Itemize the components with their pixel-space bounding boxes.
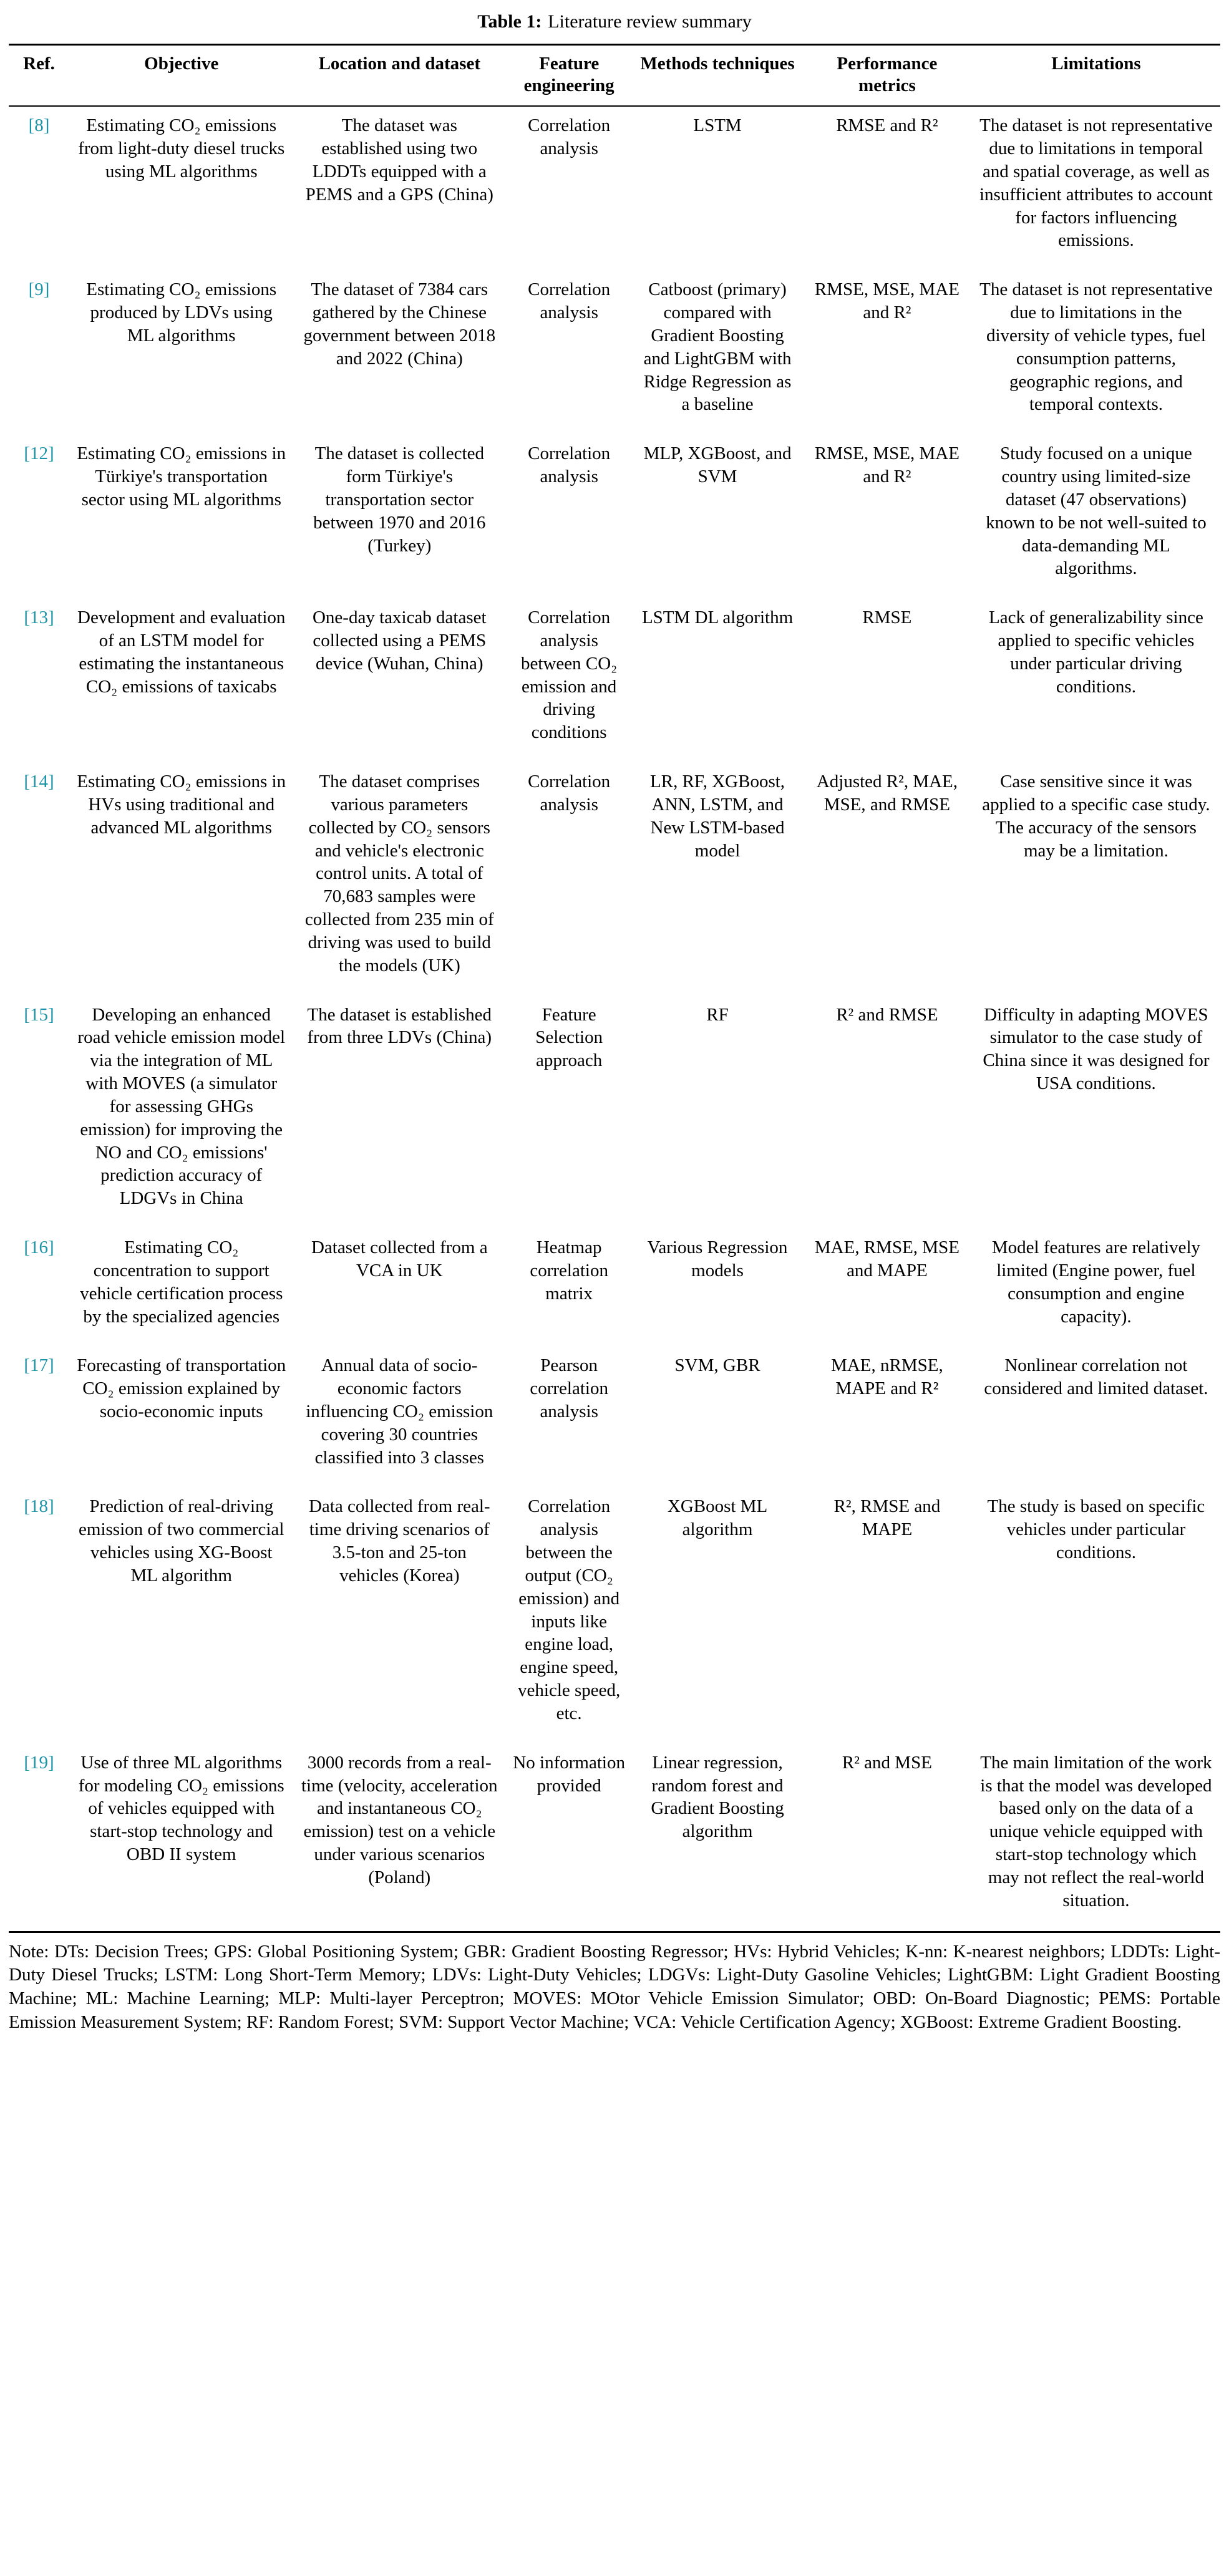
performance-metrics-cell: R² and RMSE <box>836 1004 938 1025</box>
methods-techniques-cell: MLP, XGBoost, and SVM <box>643 443 792 487</box>
objective-cell: Estimating CO₂ concentration to support vehicle certification process by the specialized agencies <box>80 1237 283 1327</box>
table-row <box>9 271 1220 435</box>
ref-citation-link[interactable]: [16] <box>24 1237 54 1258</box>
location-dataset-cell: The dataset comprises various parameters collected by CO₂ sensors and vehicle's electronic control units. A total of 70,683 samples were collected from 235 min of driving was used to build the models (UK) <box>304 772 494 976</box>
ref-citation-link[interactable]: [15] <box>24 1004 54 1025</box>
ref-citation-link[interactable]: [12] <box>24 443 54 464</box>
methods-techniques-cell: Linear regression, random forest and Gradient Boosting algorithm <box>651 1752 784 1842</box>
col-header-performance-metrics: Performance metrics <box>802 44 972 106</box>
col-header-methods: Methods techniques <box>633 44 802 106</box>
methods-techniques-cell: LSTM <box>693 115 742 136</box>
table-label: Table 1: <box>477 11 542 32</box>
limitations-cell: The dataset is not representative due to limitations in temporal and spatial coverage, as well as insufficient attributes to account for factors influencing emissions. <box>979 115 1213 251</box>
limitations-cell: The dataset is not representative due to limitations in the diversity of vehicle types, fuel consumption patterns, geographic regions, and temporal contexts. <box>979 279 1213 415</box>
feature-engineering-cell: Correlation analysis <box>528 772 611 815</box>
feature-engineering-cell: No information provided <box>513 1752 625 1796</box>
location-dataset-cell: 3000 records from a real-time (velocity, acceleration and instantaneous CO₂ emission) test on a vehicle under various scenarios (Poland) <box>301 1752 498 1887</box>
limitations-cell: The main limitation of the work is that the model was developed based only on the data of a unique vehicle equipped with start-stop technology which may not reflect the real-world situation. <box>980 1752 1212 1910</box>
limitations-cell: Case sensitive since it was applied to a specific case study. The accuracy of the sensors may be a limitation. <box>982 772 1210 861</box>
table-row <box>9 1347 1220 1488</box>
table-row <box>9 996 1220 1229</box>
location-dataset-cell: One-day taxicab dataset collected using a PEMS device (Wuhan, China) <box>312 608 487 674</box>
objective-cell: Prediction of real-driving emission of two commercial vehicles using XG-Boost ML algorithm <box>79 1496 284 1586</box>
methods-techniques-cell: SVM, GBR <box>674 1355 760 1376</box>
objective-cell: Estimating CO₂ emissions from light-duty diesel trucks using ML algorithms <box>78 115 285 182</box>
feature-engineering-cell: Correlation analysis between the output (CO₂ emission) and inputs like engine load, engine speed, vehicle speed, etc. <box>518 1496 621 1723</box>
location-dataset-cell: Data collected from real-time driving scenarios of 3.5-ton and 25-ton vehicles (Korea) <box>308 1496 490 1586</box>
location-dataset-cell: The dataset is collected form Türkiye's transportation sector between 1970 and 2016 (Turkey) <box>313 443 486 556</box>
limitations-cell: Lack of generalizability since applied to specific vehicles under particular driving conditions. <box>989 608 1203 697</box>
location-dataset-cell: The dataset is established from three LDVs (China) <box>307 1004 492 1048</box>
ref-citation-link[interactable]: [17] <box>24 1355 54 1376</box>
feature-engineering-cell: Pearson correlation analysis <box>530 1355 608 1421</box>
col-header-ref: Ref. <box>9 44 69 106</box>
location-dataset-cell: The dataset of 7384 cars gathered by the Chinese government between 2018 and 2022 (China) <box>303 279 496 369</box>
table-row <box>9 1488 1220 1743</box>
objective-cell: Forecasting of transportation CO₂ emission explained by socio-economic inputs <box>77 1355 286 1421</box>
table-body <box>9 106 1220 1932</box>
performance-metrics-cell: RMSE <box>862 608 912 628</box>
feature-engineering-cell: Correlation analysis <box>528 443 611 487</box>
literature-review-table <box>9 44 1220 1933</box>
methods-techniques-cell: Catboost (primary) compared with Gradient Boosting and LightGBM with Ridge Regression as a baseline <box>643 279 792 415</box>
ref-citation-link[interactable]: [14] <box>24 772 54 792</box>
col-header-limitations: Limitations <box>972 44 1220 106</box>
objective-cell: Estimating CO₂ emissions in HVs using traditional and advanced ML algorithms <box>77 772 286 838</box>
table-caption: Literature review summary <box>548 11 752 32</box>
location-dataset-cell: The dataset was established using two LDDTs equipped with a PEMS and a GPS (China) <box>305 115 493 205</box>
table-row <box>9 1744 1220 1932</box>
methods-techniques-cell: Various Regression models <box>647 1237 788 1281</box>
objective-cell: Development and evaluation of an LSTM model for estimating the instantaneous CO₂ emissions of taxicabs <box>77 608 286 697</box>
table-title <box>9 7 1220 44</box>
methods-techniques-cell: LSTM DL algorithm <box>641 608 794 628</box>
header-row <box>9 44 1220 106</box>
feature-engineering-cell: Correlation analysis between CO₂ emission and driving conditions <box>521 608 618 743</box>
objective-cell: Estimating CO₂ emissions in Türkiye's transportation sector using ML algorithms <box>77 443 286 510</box>
location-dataset-cell: Dataset collected from a VCA in UK <box>311 1237 488 1281</box>
table-row <box>9 435 1220 599</box>
performance-metrics-cell: MAE, nRMSE, MAPE and R² <box>831 1355 943 1399</box>
feature-engineering-cell: Correlation analysis <box>528 279 611 323</box>
limitations-cell: Nonlinear correlation not considered and limited dataset. <box>984 1355 1208 1399</box>
table-row <box>9 763 1220 995</box>
limitations-cell: The study is based on specific vehicles under particular conditions. <box>987 1496 1205 1563</box>
ref-citation-link[interactable]: [13] <box>24 608 54 628</box>
table-note: Note: DTs: Decision Trees; GPS: Global Positioning System; GBR: Gradient Boosting Regressor; HVs: Hybrid Vehicles; K-nn: K-nearest neighbors; LDDTs: Light-Duty Diesel Trucks; LSTM: Long Short-Term Memory; LDVs: Light-Duty Vehicles; LDGVs: Light-Duty Gasoline Vehicles; LightGBM: Light Gradient Boosting Machine; ML: Machine Learning; MLP: Multi-layer Perceptron; MOVES: MOtor Vehicle Emission Simulator; OBD: On-Board Diagnostic; PEMS: Portable Emission Measurement System; RF: Random Forest; SVM: Support Vector Machine; VCA: Vehicle Certification Agency; XGBoost: Extreme Gradient Boosting. <box>9 1941 1220 2032</box>
table-row <box>9 1229 1220 1347</box>
col-header-location: Location and dataset <box>293 44 505 106</box>
ref-citation-link[interactable]: [9] <box>28 279 50 300</box>
performance-metrics-cell: R², RMSE and MAPE <box>833 1496 941 1540</box>
table-row <box>9 599 1220 763</box>
col-header-objective: Objective <box>69 44 293 106</box>
performance-metrics-cell: MAE, RMSE, MSE and MAPE <box>814 1237 959 1281</box>
feature-engineering-cell: Correlation analysis <box>528 115 611 159</box>
ref-citation-link[interactable]: [18] <box>24 1496 54 1517</box>
ref-citation-link[interactable]: [8] <box>28 115 50 136</box>
methods-techniques-cell: RF <box>706 1004 729 1025</box>
limitations-cell: Model features are relatively limited (Engine power, fuel consumption and engine capacity). <box>991 1237 1200 1327</box>
table-row <box>9 106 1220 271</box>
limitations-cell: Study focused on a unique country using limited-size dataset (47 observations) known to be not well-suited to data-demanding ML algorithms. <box>986 443 1207 579</box>
feature-engineering-cell: Feature Selection approach <box>535 1004 603 1071</box>
performance-metrics-cell: RMSE, MSE, MAE and R² <box>814 443 959 487</box>
performance-metrics-cell: RMSE and R² <box>836 115 938 136</box>
table-header <box>9 44 1220 106</box>
objective-cell: Estimating CO₂ emissions produced by LDVs using ML algorithms <box>86 279 277 346</box>
performance-metrics-cell: Adjusted R², MAE, MSE, and RMSE <box>816 772 958 815</box>
feature-engineering-cell: Heatmap correlation matrix <box>530 1237 608 1304</box>
objective-cell: Use of three ML algorithms for modeling CO₂ emissions of vehicles equipped with start-stop technology and OBD II system <box>78 1752 284 1865</box>
methods-techniques-cell: LR, RF, XGBoost, ANN, LSTM, and New LSTM-based model <box>650 772 785 861</box>
performance-metrics-cell: R² and MSE <box>842 1752 932 1773</box>
col-header-feature-engineering: Feature engineering <box>505 44 633 106</box>
objective-cell: Developing an enhanced road vehicle emission model via the integration of ML with MOVES (a simulator for assessing GHGs emission) for improving the NO and CO₂ emissions' prediction accuracy of LDGVs in China <box>77 1004 286 1209</box>
location-dataset-cell: Annual data of socio-economic factors influencing CO₂ emission covering 30 countries classified into 3 classes <box>306 1355 493 1468</box>
methods-techniques-cell: XGBoost ML algorithm <box>667 1496 768 1540</box>
performance-metrics-cell: RMSE, MSE, MAE and R² <box>814 279 959 323</box>
limitations-cell: Difficulty in adapting MOVES simulator to the case study of China since it was designed for USA conditions. <box>983 1004 1210 1094</box>
ref-citation-link[interactable]: [19] <box>24 1752 54 1773</box>
